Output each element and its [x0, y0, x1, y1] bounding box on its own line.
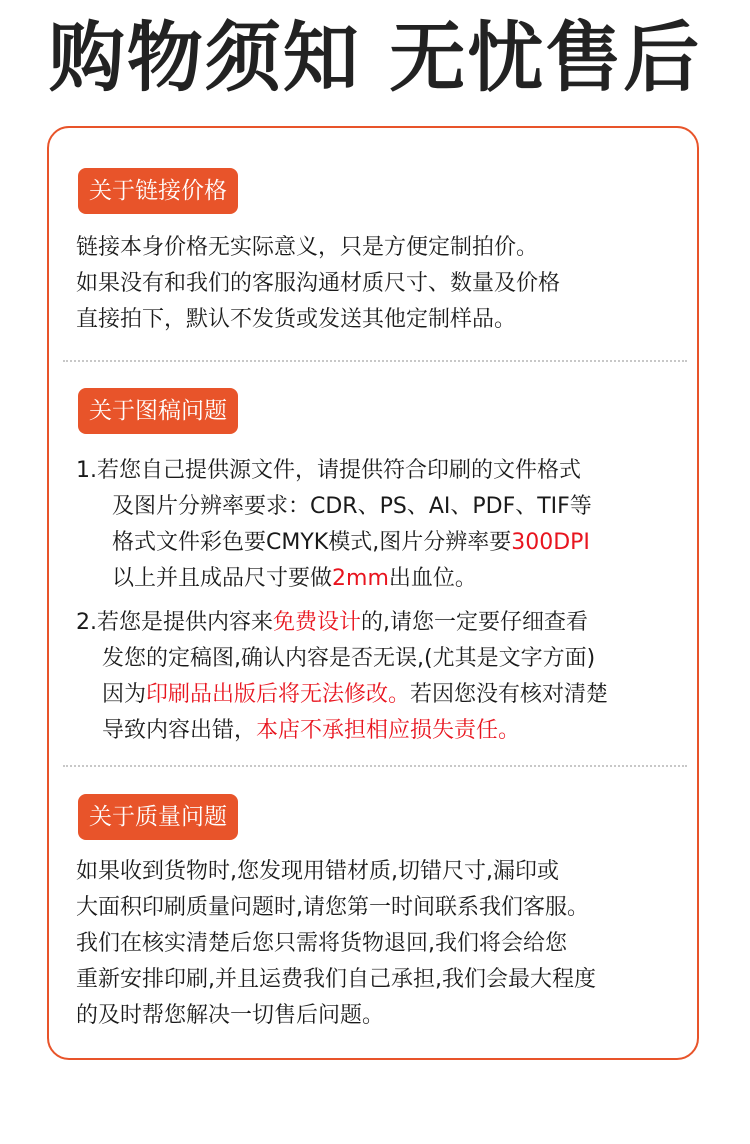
- highlight-no-liability: 本店不承担相应损失责任。: [256, 718, 521, 743]
- highlight-free-design: 免费设计: [273, 610, 362, 635]
- text-segment: 出血位。: [388, 566, 477, 591]
- text-line: 我们在核实清楚后您只需将货物退回,我们将会给您: [76, 931, 567, 956]
- text-line: 的及时帮您解决一切售后问题。: [76, 1003, 385, 1028]
- section-text-link-price: [76, 230, 696, 338]
- artwork-item-2: [76, 605, 696, 749]
- text-segment: 的,请您一定要仔细查看: [361, 610, 589, 635]
- artwork-item-1: [76, 453, 696, 597]
- text-line: 如果收到货物时,您发现用错材质,切错尺寸,漏印或: [76, 859, 559, 884]
- text-line: 大面积印刷质量问题时,请您第一时间联系我们客服。: [76, 895, 589, 920]
- notice-card: [47, 126, 699, 1060]
- text-segment: 若因您没有核对清楚: [410, 682, 609, 707]
- text-line: [76, 605, 696, 641]
- dotted-divider: [63, 360, 687, 362]
- highlight-dpi: 300DPI: [511, 530, 590, 555]
- text-line: 链接本身价格无实际意义，只是方便定制拍价。: [76, 235, 539, 260]
- text-line: [76, 561, 696, 597]
- text-line: 及图片分辨率要求：CDR、PS、AI、PDF、TIF等: [112, 494, 592, 519]
- text-line: 重新安排印刷,并且运费我们自己承担,我们会最大程度: [76, 967, 596, 992]
- section-text-quality: [76, 854, 696, 1034]
- section-heading-artwork: 关于图稿问题: [78, 388, 238, 434]
- text-line: [76, 677, 696, 713]
- page-title: 购物须知 无忧售后: [48, 13, 702, 102]
- text-line: [76, 525, 696, 561]
- dotted-divider: [63, 765, 687, 767]
- text-line: 1.若您自己提供源文件，请提供符合印刷的文件格式: [76, 458, 581, 483]
- text-line: [76, 713, 696, 749]
- text-line: 直接拍下，默认不发货或发送其他定制样品。: [76, 307, 517, 332]
- text-segment: 2.若您是提供内容来: [76, 610, 273, 635]
- text-segment: 格式文件彩色要CMYK模式,图片分辨率要: [112, 530, 512, 555]
- highlight-bleed: 2mm: [332, 566, 389, 591]
- text-segment: 以上并且成品尺寸要做: [112, 566, 333, 591]
- section-heading-quality: 关于质量问题: [78, 794, 238, 840]
- section-heading-link-price: 关于链接价格: [78, 168, 238, 214]
- text-segment: 因为: [102, 682, 147, 707]
- highlight-no-changes: 印刷品出版后将无法修改。: [146, 682, 411, 707]
- text-line: 发您的定稿图,确认内容是否无误,(尤其是文字方面): [102, 646, 596, 671]
- text-line: 如果没有和我们的客服沟通材质尺寸、数量及价格: [76, 271, 561, 296]
- text-segment: 导致内容出错，: [102, 718, 257, 743]
